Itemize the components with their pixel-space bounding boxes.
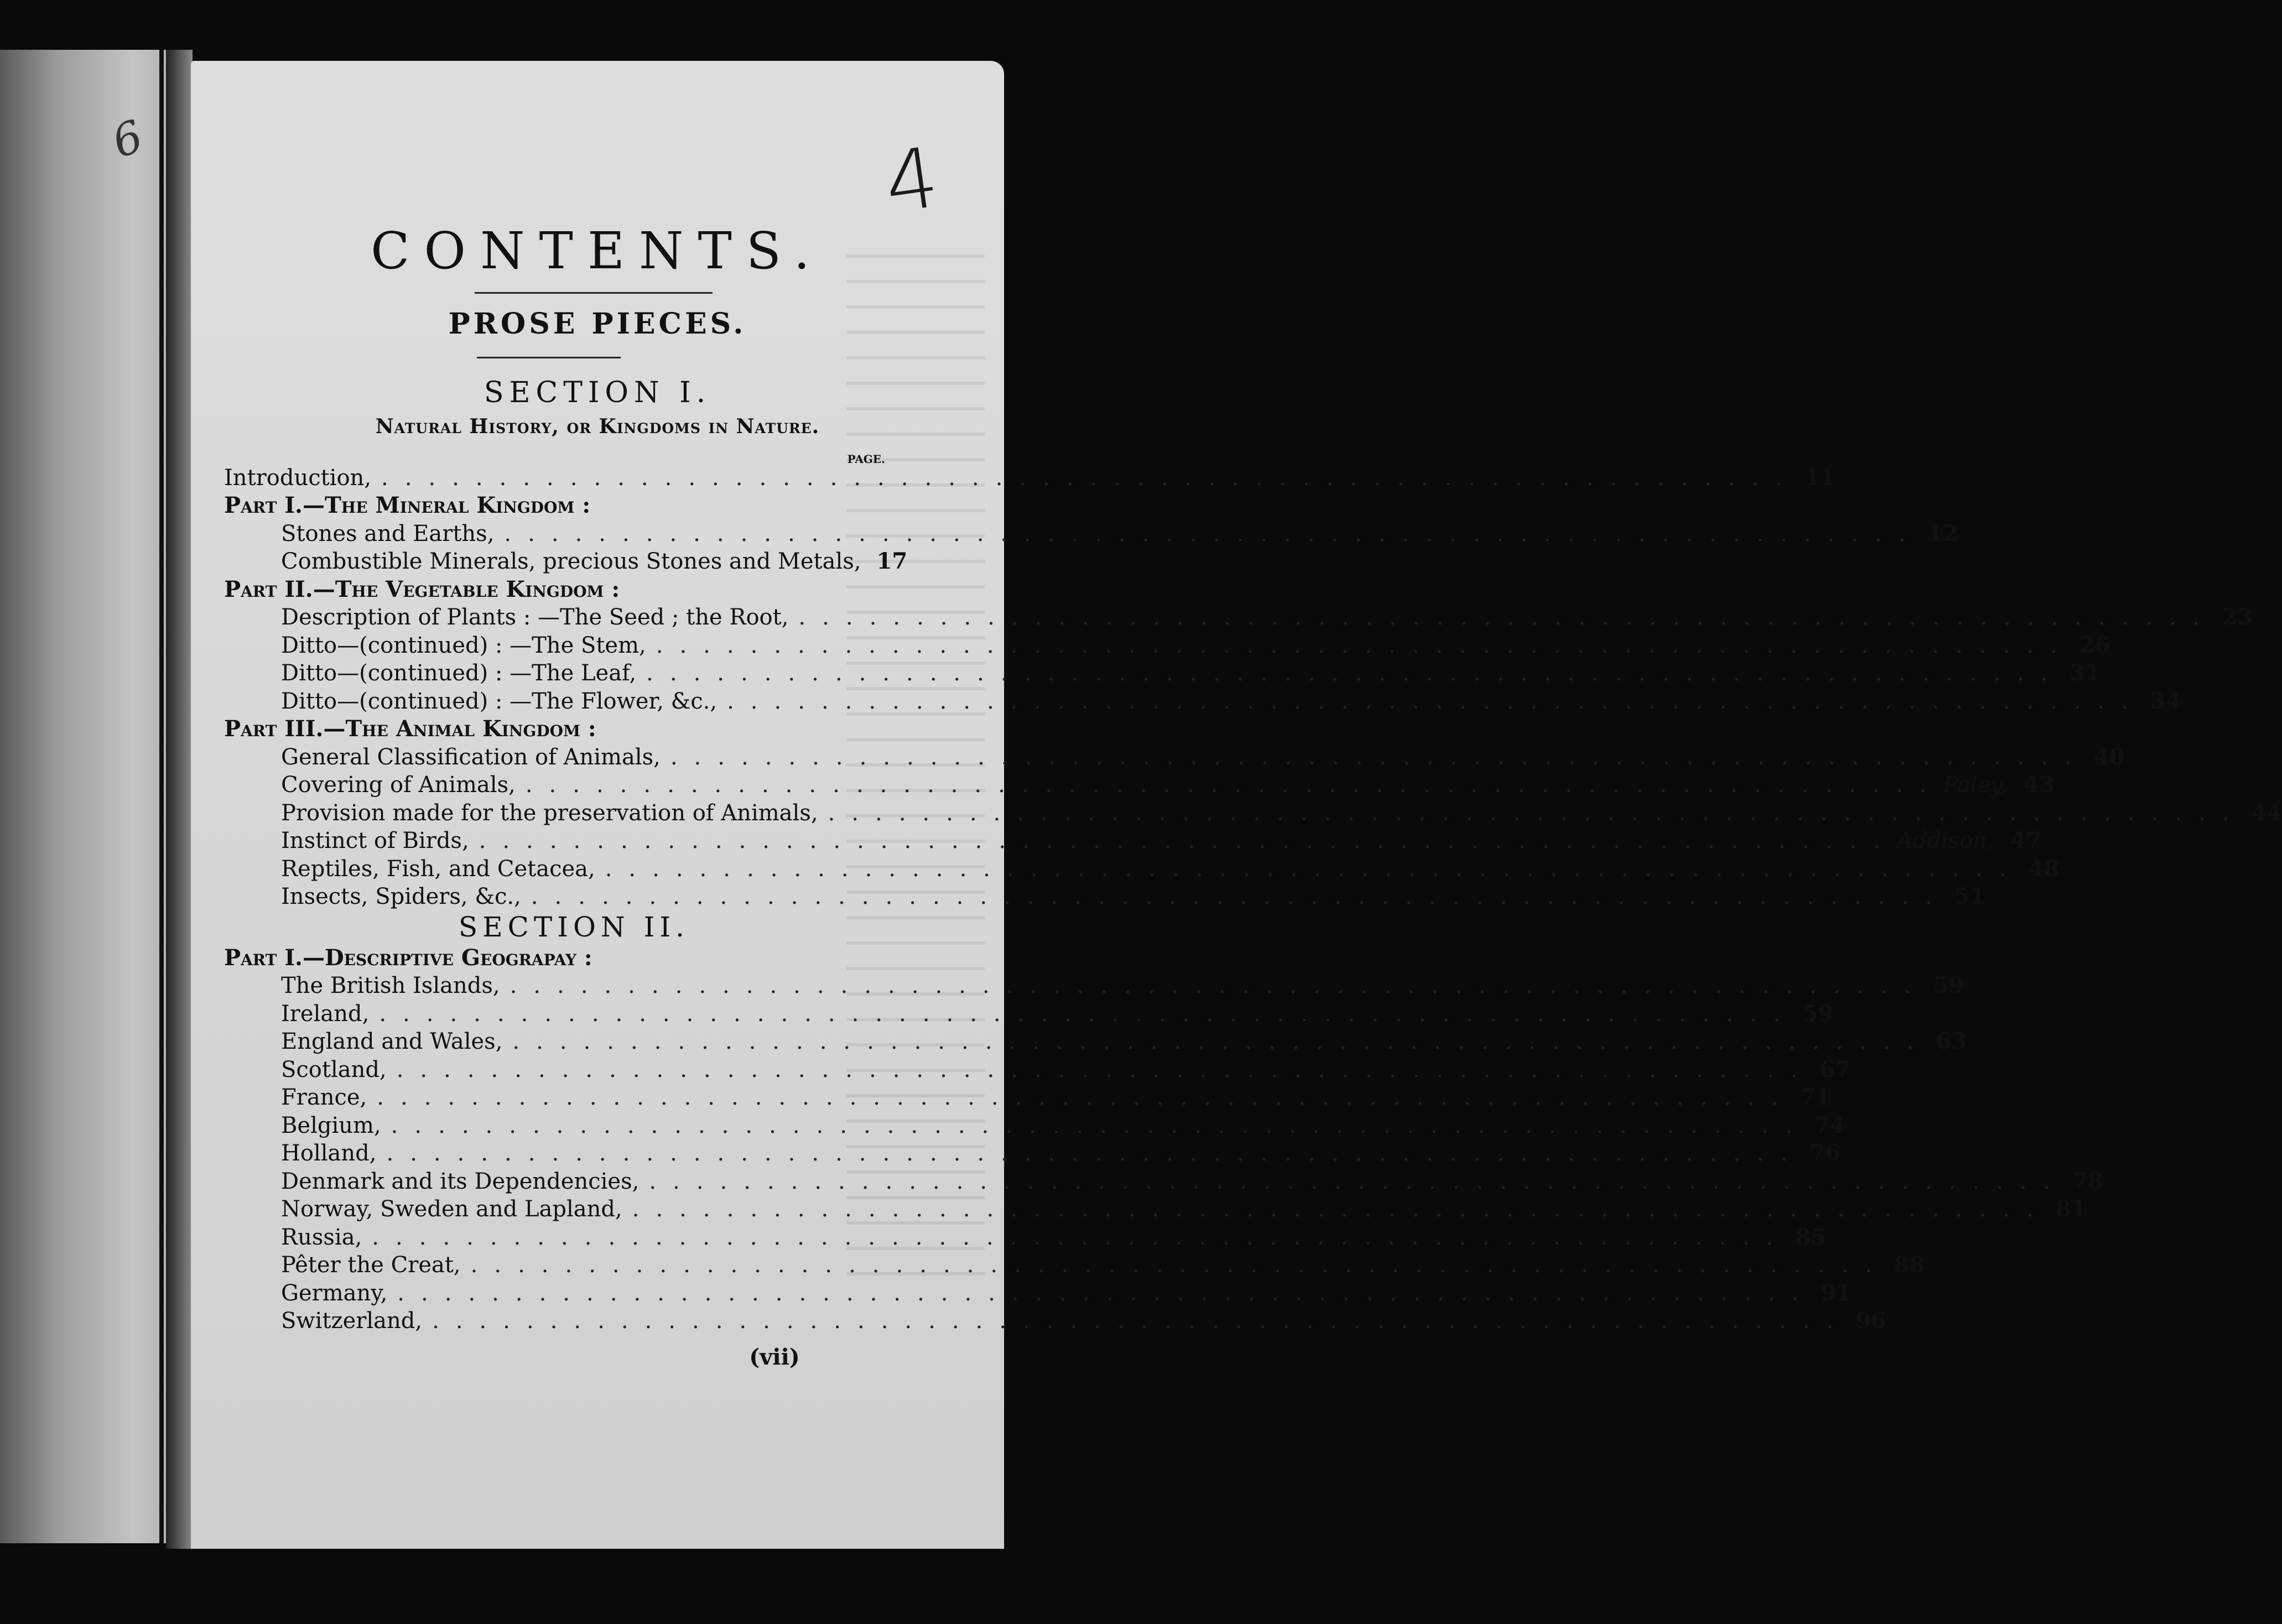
entry-page-number: 23 [2222, 604, 2253, 630]
entry-page-number: 11 [1804, 464, 1836, 491]
entry-title: Denmark and its Dependencies, [281, 1168, 640, 1194]
dot-leader: ............................................................ [377, 1085, 1795, 1110]
contents-entry [224, 1055, 1851, 1084]
page-shadow [166, 50, 193, 1554]
entry-title: Combustible Minerals, precious Stones and Metals, [281, 549, 861, 574]
page-title: CONTENTS. [371, 221, 824, 280]
contents-entry [224, 1195, 2087, 1224]
entry-page-number: 71 [1800, 1084, 1831, 1110]
entry-page-number: 67 [1820, 1056, 1851, 1082]
entry-page-number: 76 [1810, 1140, 1841, 1166]
section-subheading: Natural History, or Kingdoms in Nature. [375, 415, 820, 438]
dot-leader: ............................................................ [727, 688, 2145, 714]
entry-title: Introduction, [224, 465, 372, 491]
entry-page-number: 74 [1814, 1112, 1846, 1138]
entry-page-number: 40 [2093, 743, 2125, 770]
entry-title: Scotland, [281, 1056, 387, 1082]
entry-page-number: 17 [876, 548, 908, 574]
section-heading: SECTION II. [458, 911, 690, 943]
entry-title: General Classification of Animals, [281, 744, 661, 770]
dot-leader: ............................................................ [656, 632, 2074, 658]
dot-leader: ............................................................ [646, 660, 2065, 686]
entry-page-number: 31 [2070, 660, 2101, 686]
contents-entry [224, 631, 2111, 659]
dot-leader: ............................................................ [512, 1029, 1931, 1054]
entry-title: Insects, Spiders, &c., [281, 884, 521, 909]
entry-page-number: 96 [1855, 1308, 1886, 1334]
entry-title: Instinct of Birds, [281, 828, 469, 853]
entry-page-number: 59 [1933, 972, 1964, 998]
dot-leader: ............................................................ [798, 605, 2217, 630]
entry-title: Belgium, [281, 1112, 381, 1138]
section-heading: SECTION I. [484, 376, 711, 409]
dot-leader: ............................................................ [396, 1056, 1815, 1082]
entry-title: Ditto—(continued) : —The Stem, [281, 632, 646, 658]
entry-title: Norway, Sweden and Lapland, [281, 1196, 622, 1222]
dot-leader: ............................................................ [391, 1112, 1809, 1138]
contents-entry [224, 519, 1958, 548]
title-rule [475, 292, 713, 294]
scan-border [0, 1549, 1058, 1624]
entry-title: Germany, [281, 1280, 388, 1306]
entry-title: Switzerland, [281, 1308, 423, 1334]
entry-title: Ditto—(continued) : —The Flower, &c., [281, 688, 718, 714]
dot-leader: ............................................................ [372, 1224, 1790, 1250]
dot-leader: ............................................................ [432, 1308, 1850, 1334]
dot-leader: ............................................................ [525, 772, 1943, 798]
contents-entry [224, 1167, 2103, 1195]
entry-title: Description of Plants : —The Seed ; the Root, [281, 605, 789, 630]
contents-entry [224, 1028, 1967, 1056]
contents-entry [224, 972, 1964, 1000]
subtitle-rule [477, 357, 621, 358]
dot-leader: ............................................................ [379, 1001, 1797, 1027]
entry-page-number: 26 [2079, 632, 2111, 658]
entry-title: Pêter the Creat, [281, 1252, 461, 1278]
entry-title: Covering of Animals, [281, 772, 516, 798]
contents-entry [224, 659, 2101, 688]
entry-title: Russia, [281, 1224, 362, 1250]
contents-entry [224, 827, 2042, 855]
page-column-header: PAGE. [847, 452, 885, 466]
entry-title: Ireland, [281, 1001, 370, 1027]
contents-entry [224, 1251, 1925, 1279]
entry-title: Part I.—The Mineral Kingdom : [224, 492, 591, 518]
contents-entry [224, 1084, 1831, 1112]
contents-entry [224, 548, 908, 576]
entry-page-number: 44 [2251, 799, 2282, 826]
facing-page [0, 50, 166, 1543]
contents-entry [224, 883, 1985, 911]
dot-leader: ............................................................ [479, 828, 1897, 853]
entry-title: Part II.—The Vegetable Kingdom : [224, 576, 620, 602]
dot-leader: ............................................................ [670, 744, 2088, 770]
contents-entry [224, 1307, 1886, 1335]
contents-entry [224, 1223, 1826, 1251]
dot-leader: ............................................................ [632, 1196, 2050, 1222]
contents-entry [224, 1000, 1833, 1028]
pencil-annotation: 6 [105, 110, 150, 168]
entry-page-number: 34 [2150, 688, 2181, 714]
contents-entry [224, 855, 2060, 883]
dot-leader: ............................................................ [386, 1141, 1805, 1166]
entry-title: Part III.—The Animal Kingdom : [224, 716, 596, 742]
contents-list [224, 464, 2282, 1335]
contents-entry [224, 1139, 1841, 1168]
dot-leader: ............................................................ [828, 800, 2246, 826]
entry-author: Paley, [1943, 772, 2008, 798]
entry-title: Stones and Earths, [281, 520, 495, 546]
entry-page-number: 63 [1936, 1028, 1967, 1054]
handwritten-folio-number: 4 [879, 129, 945, 232]
dot-leader: ............................................................ [504, 520, 1922, 546]
entry-page-number: 85 [1795, 1224, 1826, 1250]
entry-page-number: 88 [1894, 1252, 1925, 1278]
dot-leader: ............................................................ [397, 1280, 1816, 1306]
part-heading [224, 715, 891, 743]
entry-page-number: 47 [2010, 827, 2042, 853]
subtitle: PROSE PIECES. [448, 307, 747, 341]
contents-entry [224, 743, 2125, 771]
contents-entry [224, 603, 2253, 632]
contents-entry [224, 771, 2055, 799]
entry-title: Provision made for the preservation of Animals, [281, 800, 818, 826]
contents-entry [224, 687, 2181, 715]
contents-entry [224, 1111, 1846, 1139]
entry-title: Holland, [281, 1141, 377, 1166]
entry-page-number: 78 [2072, 1168, 2103, 1194]
page-folio: (vii) [749, 1344, 800, 1370]
entry-page-number: 48 [2028, 855, 2060, 882]
dot-leader: ............................................................ [649, 1168, 2067, 1194]
entry-author: Addison, [1896, 828, 1994, 853]
entry-page-number: 51 [1954, 883, 1985, 909]
entry-page-number: 12 [1927, 520, 1958, 546]
dot-leader: ............................................................ [510, 973, 1928, 998]
dot-leader: ............................................................ [381, 465, 1799, 491]
contents-entry [224, 464, 1836, 492]
dot-leader: ............................................................ [470, 1252, 1889, 1278]
entry-title: Part I.—Descriptive Geograpay : [224, 944, 592, 971]
contents-entry [224, 1279, 1852, 1307]
dot-leader: ............................................................ [605, 856, 2023, 882]
entry-page-number: 81 [2055, 1196, 2087, 1222]
part-heading [224, 575, 891, 603]
entry-page-number: 59 [1802, 1000, 1833, 1027]
entry-title: Reptiles, Fish, and Cetacea, [281, 856, 595, 882]
entry-title: England and Wales, [281, 1029, 503, 1054]
part-heading [224, 944, 891, 972]
part-heading [224, 492, 891, 520]
contents-entry [224, 799, 2282, 827]
entry-title: The British Islands, [281, 973, 500, 998]
dot-leader: ............................................................ [531, 884, 1949, 909]
entry-title: France, [281, 1085, 367, 1110]
entry-page-number: 91 [1821, 1279, 1852, 1306]
entry-page-number: 43 [2024, 772, 2055, 798]
gutter-line [159, 50, 164, 1543]
entry-title: Ditto—(continued) : —The Leaf, [281, 660, 637, 686]
